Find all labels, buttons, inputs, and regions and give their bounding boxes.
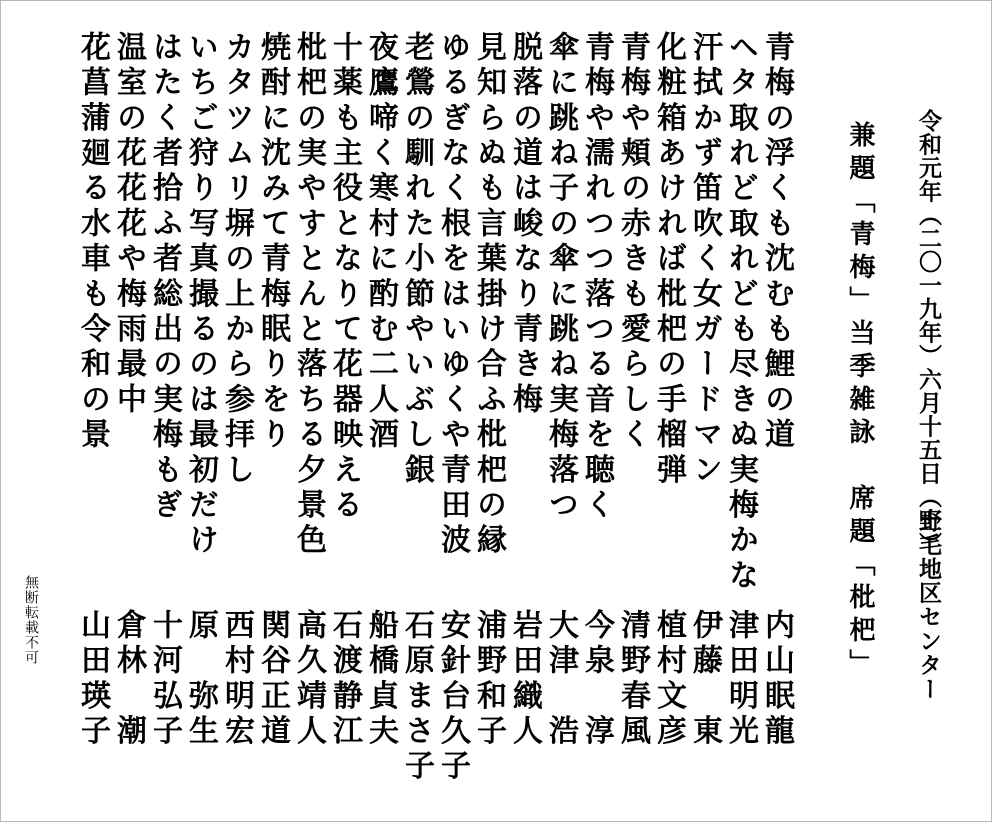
haiku-line: 青梅や濡れつつ落つる音を聴く [579, 31, 614, 524]
haiku-line: 焼酎に沈みて青梅眠りをり [255, 31, 290, 454]
haiku-line: 脱落の道は峻なり青き梅 [507, 31, 542, 419]
author-name: 山田瑛子 [75, 609, 110, 750]
haiku-line: はたく者拾ふ者総出の実梅もぎ [147, 31, 182, 524]
author-name: 清野春風 [615, 609, 650, 750]
haiku-line: 青梅や頬の赤きも愛らしく [615, 31, 650, 454]
author-name: 高久靖人 [291, 609, 326, 750]
author-name: 大津 浩 [543, 609, 578, 750]
haiku-line: 夜鷹啼く寒村に酌む二人酒 [363, 31, 398, 454]
author-name: 植村文彦 [651, 609, 686, 750]
haiku-line: 十薬も主役となりて花器映える [327, 31, 362, 524]
author-name: 岩田織人 [507, 609, 542, 750]
author-name: 浦野和子 [471, 609, 506, 750]
meeting-themes: 兼題「青梅」当季雑詠 席題「枇杷」 [845, 121, 875, 682]
author-name: 内山眠龍 [759, 609, 794, 750]
author-name: 倉林 潮 [111, 609, 146, 750]
author-name: 船橋貞夫 [363, 609, 398, 750]
haiku-line: 温室の花花花や梅雨最中 [111, 31, 146, 419]
haiku-line: 傘に跳ね子の傘に跳ね実梅落つ [543, 31, 578, 524]
author-name: 十河弘子 [147, 609, 182, 750]
haiku-line: 汗拭かず笛吹く女ガードマン [687, 31, 722, 489]
author-name: 安針台久子 [435, 609, 470, 785]
author-name: 原 弥生 [183, 609, 218, 750]
meeting-place: 野毛地区センター [915, 509, 942, 701]
author-name: 今泉 淳 [579, 609, 614, 750]
no-reproduction-notice: 無断転載不可 [23, 575, 39, 665]
haiku-line: 老鶯の馴れた小節やいぶし銀 [399, 31, 434, 489]
author-name: 伊藤 東 [687, 609, 722, 750]
haiku-line: 化粧箱あければ枇杷の手榴弾 [651, 31, 686, 489]
author-name: 津田明光 [723, 609, 758, 750]
author-name: 西村明宏 [219, 609, 254, 750]
haiku-line: 青梅の浮くも沈むも鯉の道 [759, 31, 794, 454]
haiku-line: カタツムリ塀の上から参拝し [219, 31, 254, 489]
haiku-line: 見知らぬも言葉掛け合ふ枇杷の縁 [471, 31, 506, 559]
author-name: 関谷正道 [255, 609, 290, 750]
meeting-date: 令和元年（二〇一九年）六月十五日（土） [915, 109, 942, 556]
haiku-line: ゆるぎなく根をはいゆくや青田波 [435, 31, 470, 559]
author-name: 石渡静江 [327, 609, 362, 750]
author-name: 石原まさ子 [399, 609, 434, 785]
haiku-line: ヘタ取れど取れども尽きぬ実梅かな [723, 31, 758, 595]
haiku-line: 花菖蒲廻る水車も令和の景 [75, 31, 110, 454]
haiku-line: 枇杷の実やすとんと落ちる夕景色 [291, 31, 326, 559]
haiku-line: いちご狩り写真撮るのは最初だけ [183, 31, 218, 559]
